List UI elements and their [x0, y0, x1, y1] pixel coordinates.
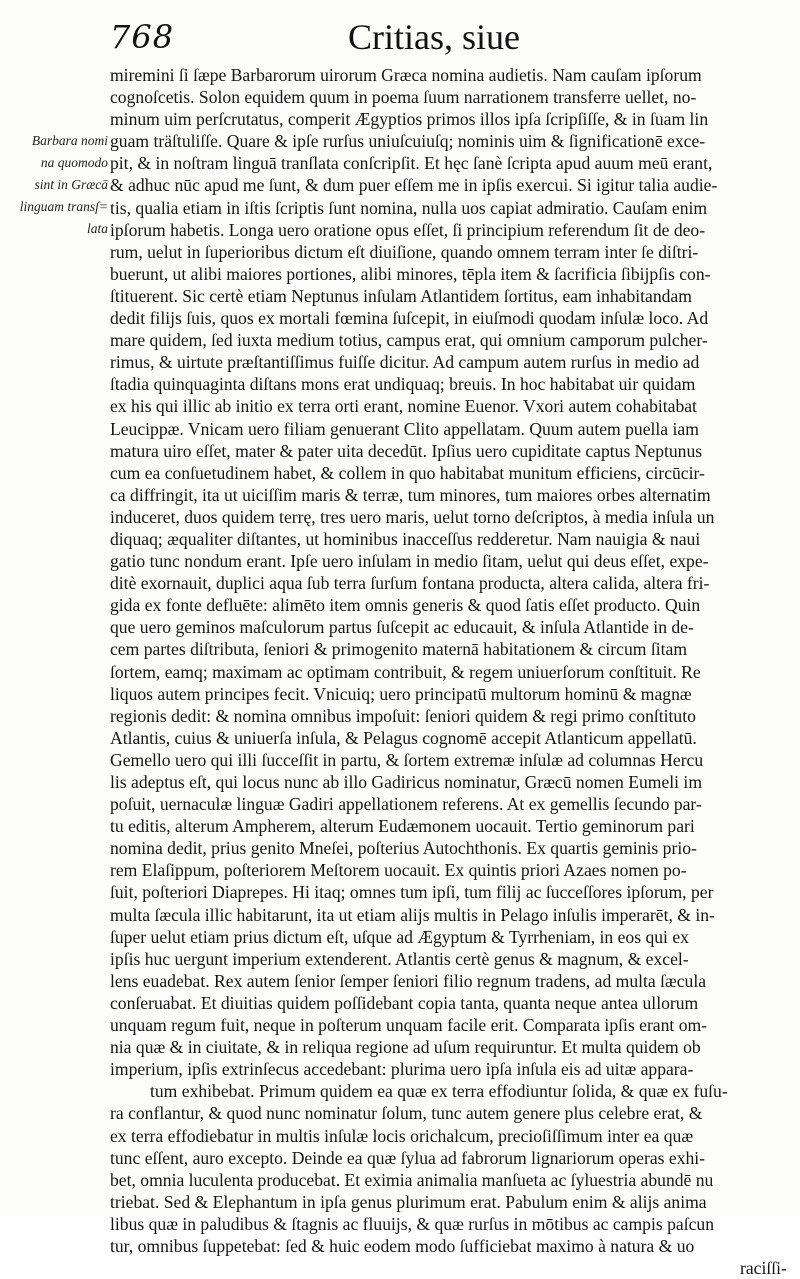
text-line: ſuit, poſteriori Diaprepes. Hi itaq; omnes tum ipſi, tum filij ac ſucceſſores ipſorum, per: [110, 882, 714, 903]
text-line: rum, uelut in ſuperioribus dictum eſt diuiſione, quando omnem terram inter ſe diſtri-: [110, 241, 699, 262]
text-line: tu editis, alterum Ampherem, alterum Eudæmonem uocauit. Tertio geminorum pari: [110, 816, 695, 837]
text-line: induceret, duos quidem terrę, tres uero maris, uelut torno deſcriptos, à media inſula un: [110, 506, 715, 527]
text-line: minum uim perſcrutatus, comperit Ægyptios primos illos ipſa ſcripſiſſe, & in ſuam lin: [110, 109, 709, 130]
text-line: gida ex fonte defluēte: alimēto item omnis generis & quod ſatis eſſet producto. Quin: [110, 595, 701, 616]
text-line: tis, qualia etiam in iſtis ſcriptis ſunt nomina, nulla uos capiat admiratio. Cauſam enim: [110, 197, 708, 218]
text-line: cognoſcetis. Solon equidem quum in poema ſuum narrationem transferre uellet, no-: [110, 87, 697, 108]
text-line: matura uiro eſſet, mater & pater uita decedūt. Ipſius uero cupiditate captus Neptunus: [110, 440, 703, 461]
margin-note: [16, 130, 108, 240]
text-line: cum ea conſuetudinem habet, & collem in quo habitabat munitum efficiens, circūcir-: [110, 462, 705, 483]
text-line: tunc eſſent, auro excepto. Deinde ea quæ ſylua ad fabrorum lignariorum operas exhi-: [110, 1147, 706, 1168]
text-line: Gemello uero qui illi ſucceſſit in partu, & ſortem extremæ inſulæ ad columnas Hercu: [110, 749, 704, 770]
text-line: imperium, ipſis extrinſecus accedebant: plurima uero ipſa inſula eis ad uitæ appara-: [110, 1059, 694, 1080]
text-line: mare quidem, ſed iuxta medium totius, campus erat, qui omnium camporum pulcher-: [110, 330, 708, 351]
margin-note-line: sint in Græcā: [34, 177, 108, 192]
text-line: ipſis huc uergunt imperium extenderent. Atlantis certè genus & magnum, & excel-: [110, 948, 689, 969]
text-line: tum exhibebat. Primum quidem ea quæ ex terra effodiuntur ſolida, & quæ ex fuſu-: [150, 1081, 728, 1102]
text-line: ſuper uelut etiam prius dictum eſt, uſque ad Ægyptum & Tyrrheniam, in eos qui ex: [110, 926, 689, 947]
body-text: [110, 64, 790, 1279]
text-line: ipſorum habetis. Longa uero oratione opus eſſet, ſi principium referendum ſit de deo-: [110, 219, 706, 240]
text-line: nia quæ & in ciuitate, & in reliqua regione ad uſum requiruntur. Et multa quidem ob: [110, 1037, 701, 1058]
text-line: multa ſæcula illic habitarunt, ita ut etiam alijs multis in Pelago inſulis imperarēt, & in-: [110, 904, 715, 925]
text-line: ca diffringit, ita ut uiciſſim maris & terræ, tum minores, tum maiores orbes alternatim: [110, 484, 711, 505]
text-line: ex terra effodiebatur in multis inſulæ locis orichalcum, precioſiſſimum inter ea quæ: [110, 1125, 694, 1146]
page-number: 768: [110, 18, 175, 56]
text-line: & adhuc nūc apud me ſunt, & dum puer eſſem me in ipſis exercui. Si igitur talia audie-: [110, 175, 718, 196]
text-line: lens euadebat. Rex autem ſenior ſemper ſeniori filio regnum tradens, ad multa ſæcula: [110, 970, 707, 991]
text-line: miremini ſi ſæpe Barbarorum uirorum Græca nomina audietis. Nam cauſam ipſorum: [110, 65, 702, 85]
margin-note-line: linguam transſ=: [19, 199, 108, 214]
text-line: ex his qui illic ab initio ex terra orti erant, nomine Euenor. Vxori autem cohabitabat: [110, 396, 697, 417]
text-line: ſtadia quinquaginta diſtans mons erat undiquaq; breuis. In hoc habitabat uir quidam: [110, 374, 696, 395]
text-line: gatio tunc nondum erant. Ipſe uero inſulam in medio ſitam, uelut qui deus eſſet, expe-: [110, 551, 709, 572]
text-line: liquos autem principes fecit. Vnicuiq; uero principatū multorum hominū & magnæ: [110, 683, 692, 704]
text-line: regionis dedit: & nomina omnibus impoſuit: ſeniori quidem & regi primo conſtituto: [110, 705, 696, 726]
text-line: nomina dedit, prius genito Mneſei, poſterius Autochthonis. Ex quartis geminis prio-: [110, 838, 697, 859]
text-line: rem Elaſippum, poſteriorem Meſtorem uocauit. Ex quintis priori Azaes nomen po-: [110, 860, 687, 881]
text-line: libus quæ in paludibus & ſtagnis ac fluuijs, & quæ rurſus in mōtibus ac campis paſcun: [110, 1213, 714, 1234]
text-line: poſuit, uernaculæ linguæ Gadiri appellationem referens. At ex gemellis ſecundo par-: [110, 794, 702, 815]
text-line: ditè exornauit, duplici aqua ſub terra ſurſum fontana producta, altera calida, altera fri-: [110, 573, 710, 594]
margin-note-line: Barbara nomi: [31, 133, 108, 148]
text-line: dedit filijs ſuis, quos ex mortali fœmina ſuſcepit, in eiuſmodi quodam inſulæ loco. Ad: [110, 308, 709, 329]
text-line: raciſſi-: [740, 1258, 787, 1279]
text-line: buerunt, ut alibi maiores portiones, alibi minores, tēpla item & ſacrificia ſibijpſis con-: [110, 263, 711, 284]
text-line: guam träſtuliſſe. Quare & ipſe rurſus uniuſcuiuſq; nominis uim & ſignificationē exce-: [110, 131, 706, 152]
text-line: pit, & in noſtram linguā tranſlata conſcripſit. Et hęc ſanè ſcripta apud auum meū erant,: [110, 153, 713, 174]
text-line: unquam regum fuit, neque in poſterum unquam facile erit. Comparata ipſis erant om-: [110, 1015, 708, 1036]
text-line: lis adeptus eſt, qui locus nunc ab illo Gadiricus nominatur, Græcū nomen Eumeli im: [110, 772, 703, 792]
margin-note-line: lata: [86, 221, 108, 236]
running-title: Critias, siue: [348, 17, 520, 57]
text-line: Leucippæ. Vnicam uero filiam genuerant Clito appellatam. Quum autem puella iam: [110, 418, 699, 439]
text-line: ra conflantur, & quod nunc nominatur ſolum, tunc autem genere plus celebre erat, &: [110, 1103, 703, 1124]
text-line: ſtituerent. Sic certè etiam Neptunus inſulam Atlantidem ſortitus, eam inhabitandam: [110, 285, 692, 306]
text-line: que uero geminos maſculorum partus ſuſcepit ac educauit, & inſula Atlantide in de-: [110, 617, 694, 638]
text-line: tur, omnibus ſuppetebat: ſed & huic eodem modo ſufficiebat maximo à natura & uo: [110, 1235, 695, 1256]
text-line: rimus, & uirtute præſtantiſſimus fuiſſe dicitur. Ad campum autem rurſus in medio ad: [110, 352, 700, 373]
text-line: cem partes diſtributa, ſeniori & primogenito maternā habitationem & circum ſitam: [110, 639, 688, 660]
margin-note-line: na quomodo: [40, 155, 108, 170]
text-line: conſeruabat. Et diuitias quidem poſſidebant copia tanta, quanta neque antea ullorum: [110, 992, 699, 1013]
text-line: triebat. Sed & Elephantum in ipſa genus plurimum erat. Pabulum enim & alijs anima: [110, 1191, 707, 1212]
page-header: [100, 14, 790, 62]
text-line: ſortem, eamq; maximam ac optimam contribuit, & regem uniuerſorum conſtituit. Re: [110, 661, 701, 682]
text-line: diquaq; æqualiter diſtantes, ut hominibus inacceſſus redderetur. Nam nauigia & naui: [110, 528, 701, 549]
text-line: Atlantis, cuius & uniuerſa inſula, & Pelagus cognomē accepit Atlanticum appellatū.: [110, 727, 697, 748]
text-line: bet, omnia luculenta producebat. Et eximia animalia manſueta ac ſyluestria abundē nu: [110, 1169, 714, 1190]
